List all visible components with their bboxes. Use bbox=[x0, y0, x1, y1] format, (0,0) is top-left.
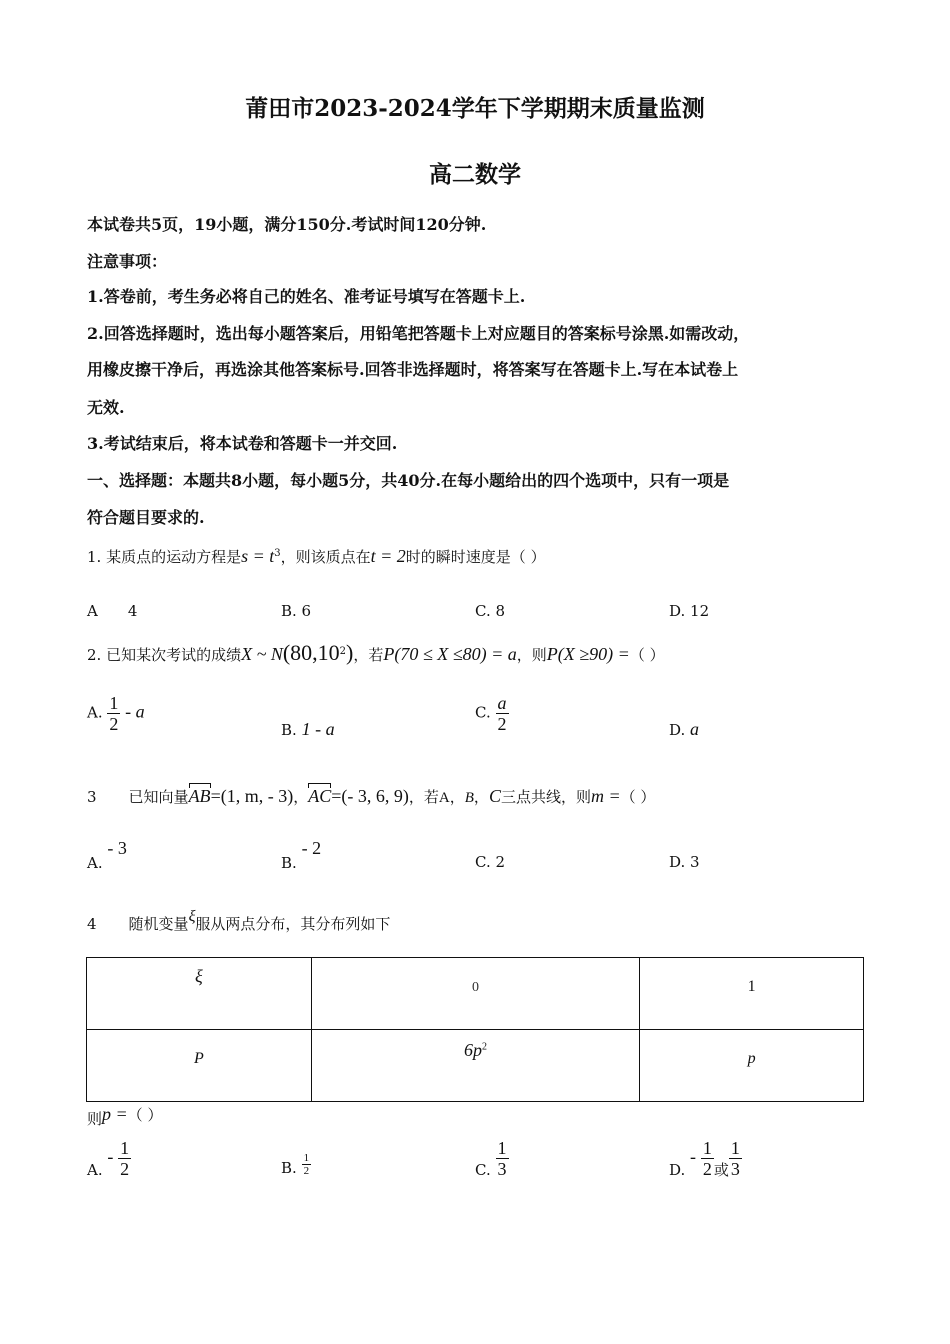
table-cell: p bbox=[640, 1030, 864, 1102]
fraction: $\frac{a}{2}$ bbox=[497, 693, 507, 734]
question-1 bbox=[87, 546, 546, 567]
option-value: - 2 bbox=[301, 838, 322, 858]
exam-summary: 本试卷共5页，19小题，满分150分.考试时间120分钟. bbox=[87, 215, 487, 234]
q4-number: 4 bbox=[87, 915, 97, 933]
option-label: A. bbox=[87, 1160, 103, 1179]
q3-middle2: 三点共线，则 bbox=[500, 788, 591, 806]
vector-ab: AB bbox=[188, 786, 211, 806]
point-b: B bbox=[464, 790, 474, 806]
q4-ask-prefix: 则 bbox=[87, 1110, 103, 1128]
q3-option-a[interactable] bbox=[87, 838, 127, 872]
q3-number: 3 bbox=[87, 788, 97, 806]
q3-prefix: 已知向量 bbox=[128, 788, 189, 806]
fraction: $\frac{1}{2}$ bbox=[120, 1138, 130, 1179]
q4-option-a[interactable] bbox=[87, 1138, 131, 1179]
notice-line: 用橡皮擦干净后，再选涂其他答案标号.回答非选择题时，将答案写在答题卡上.写在本试卷上 bbox=[87, 360, 739, 379]
vector-ac: AC bbox=[308, 786, 332, 806]
q2-params: (80,10 bbox=[282, 640, 340, 665]
q3-option-c[interactable]: C. 2 bbox=[475, 853, 506, 871]
q2-suffix: （ ） bbox=[629, 646, 665, 664]
q3-suffix: （ ） bbox=[620, 788, 656, 806]
option-label: C. bbox=[475, 1160, 491, 1179]
q4-ask-suffix: （ ） bbox=[127, 1106, 163, 1124]
point-c: C bbox=[488, 786, 501, 806]
table-cell: 1 bbox=[640, 958, 864, 1030]
fraction: $\frac{1}{2}$ bbox=[109, 693, 119, 734]
q1-middle: ，则该质点在 bbox=[280, 548, 371, 566]
option-label: D. bbox=[669, 1160, 686, 1179]
option-label: A bbox=[87, 602, 98, 620]
q3-comma: ， bbox=[293, 788, 309, 806]
vector-ab-value: =(1, m, - 3) bbox=[210, 786, 294, 806]
q2-option-c[interactable] bbox=[475, 693, 509, 734]
table-cell: ξ bbox=[87, 958, 312, 1030]
option-tail: - a bbox=[125, 701, 145, 722]
exam-subtitle: 高二数学 bbox=[429, 161, 521, 188]
q4-prefix: 随机变量 bbox=[128, 915, 189, 933]
exam-title: 莆田市2023-2024学年下学期期末质量监测 bbox=[245, 95, 705, 122]
point-a: A bbox=[438, 790, 450, 806]
table-row bbox=[87, 958, 864, 1030]
q4-option-d[interactable] bbox=[669, 1138, 742, 1179]
option-label: B. bbox=[281, 854, 297, 872]
q3-sep: ， bbox=[449, 788, 465, 806]
notice-line: 1.答卷前，考生务必将自己的姓名、准考证号填写在答题卡上. bbox=[87, 287, 526, 306]
section-heading-cont: 符合题目要求的. bbox=[87, 508, 205, 527]
q1-option-a[interactable] bbox=[87, 602, 137, 620]
fraction: $\frac{1}{3}$ bbox=[730, 1138, 740, 1179]
fraction: $\frac{1}{3}$ bbox=[497, 1138, 507, 1179]
question-3 bbox=[87, 786, 655, 807]
q2-option-d[interactable] bbox=[669, 719, 699, 740]
q3-option-d[interactable]: D. 3 bbox=[669, 853, 700, 871]
q3-option-b[interactable] bbox=[281, 838, 322, 872]
q1-suffix: 时的瞬时速度是（ ） bbox=[405, 548, 546, 566]
q4-ask bbox=[87, 1104, 163, 1128]
option-label: C. bbox=[475, 703, 491, 722]
notice-line: 3.考试结束后，将本试卷和答题卡一并交回. bbox=[87, 434, 398, 453]
q1-option-c[interactable]: C. 8 bbox=[475, 602, 506, 620]
q2-prob1: P(70 ≤ X ≤80) = a bbox=[383, 644, 517, 664]
q4-option-b[interactable] bbox=[281, 1152, 311, 1177]
q2-option-a[interactable] bbox=[87, 693, 145, 734]
notice-line: 2.回答选择题时，选出每小题答案后，用铅笔把答题卡上对应题目的答案标号涂黑.如需改动， bbox=[87, 324, 750, 343]
q2-prob2: P(X ≥90) = bbox=[546, 644, 630, 664]
section-heading: 一、选择题：本题共8小题，每小题5分，共40分.在每小题给出的四个选项中，只有一项是 bbox=[87, 471, 730, 490]
q1-prefix: 1. 某质点的运动方程是 bbox=[87, 548, 242, 566]
q3-var: m = bbox=[590, 786, 621, 806]
q2-params-exp: 2 bbox=[339, 646, 347, 657]
q4-ask-var: p = bbox=[102, 1104, 128, 1124]
q4-option-c[interactable] bbox=[475, 1138, 509, 1179]
option-label: B. bbox=[281, 1158, 297, 1177]
q2-prefix: 2. 已知某次考试的成绩 bbox=[87, 646, 242, 664]
option-sign: - bbox=[107, 1146, 114, 1167]
option-or: 或 bbox=[713, 1160, 729, 1179]
question-2 bbox=[87, 640, 665, 666]
option-sign: - bbox=[690, 1146, 697, 1167]
q2-params-close: ) bbox=[346, 640, 354, 665]
q2-distribution: X ~ N bbox=[241, 644, 283, 664]
notice-heading: 注意事项： bbox=[87, 252, 168, 271]
q1-time: t = 2 bbox=[370, 546, 406, 566]
option-value: - 3 bbox=[107, 838, 127, 858]
q3-sep: ， bbox=[473, 788, 489, 806]
table-row bbox=[87, 1030, 864, 1102]
notice-line: 无效. bbox=[87, 398, 125, 417]
option-value: 1 - a bbox=[301, 719, 335, 739]
option-value: a bbox=[690, 719, 700, 739]
distribution-table bbox=[86, 957, 864, 1102]
option-value: 4 bbox=[127, 602, 138, 620]
question-4 bbox=[87, 905, 391, 933]
q3-middle: ，若 bbox=[408, 788, 439, 806]
q1-equation: s = t bbox=[241, 546, 275, 566]
option-label: D. bbox=[669, 721, 686, 739]
q4-var: ξ bbox=[188, 908, 196, 925]
option-label: A. bbox=[87, 703, 103, 722]
fraction: $\frac{1}{2}$ bbox=[702, 1138, 712, 1179]
table-cell: P bbox=[87, 1030, 312, 1102]
option-label: A. bbox=[87, 854, 103, 872]
q1-option-b[interactable]: B. 6 bbox=[281, 602, 312, 620]
q1-option-d[interactable]: D. 12 bbox=[669, 602, 710, 620]
q2-middle1: ，若 bbox=[353, 646, 384, 664]
vector-ac-value: =(- 3, 6, 9) bbox=[331, 786, 409, 806]
q2-middle2: ，则 bbox=[516, 646, 547, 664]
table-cell: $6p^2$ bbox=[311, 1030, 640, 1102]
fraction: $\frac{1}{2}$ bbox=[303, 1152, 310, 1177]
table-cell: 0 bbox=[311, 958, 640, 1030]
option-label: B. bbox=[281, 721, 297, 739]
q4-suffix: 服从两点分布，其分布列如下 bbox=[195, 915, 391, 933]
q2-option-b[interactable] bbox=[281, 719, 335, 740]
q1-exponent: 3 bbox=[274, 548, 281, 559]
